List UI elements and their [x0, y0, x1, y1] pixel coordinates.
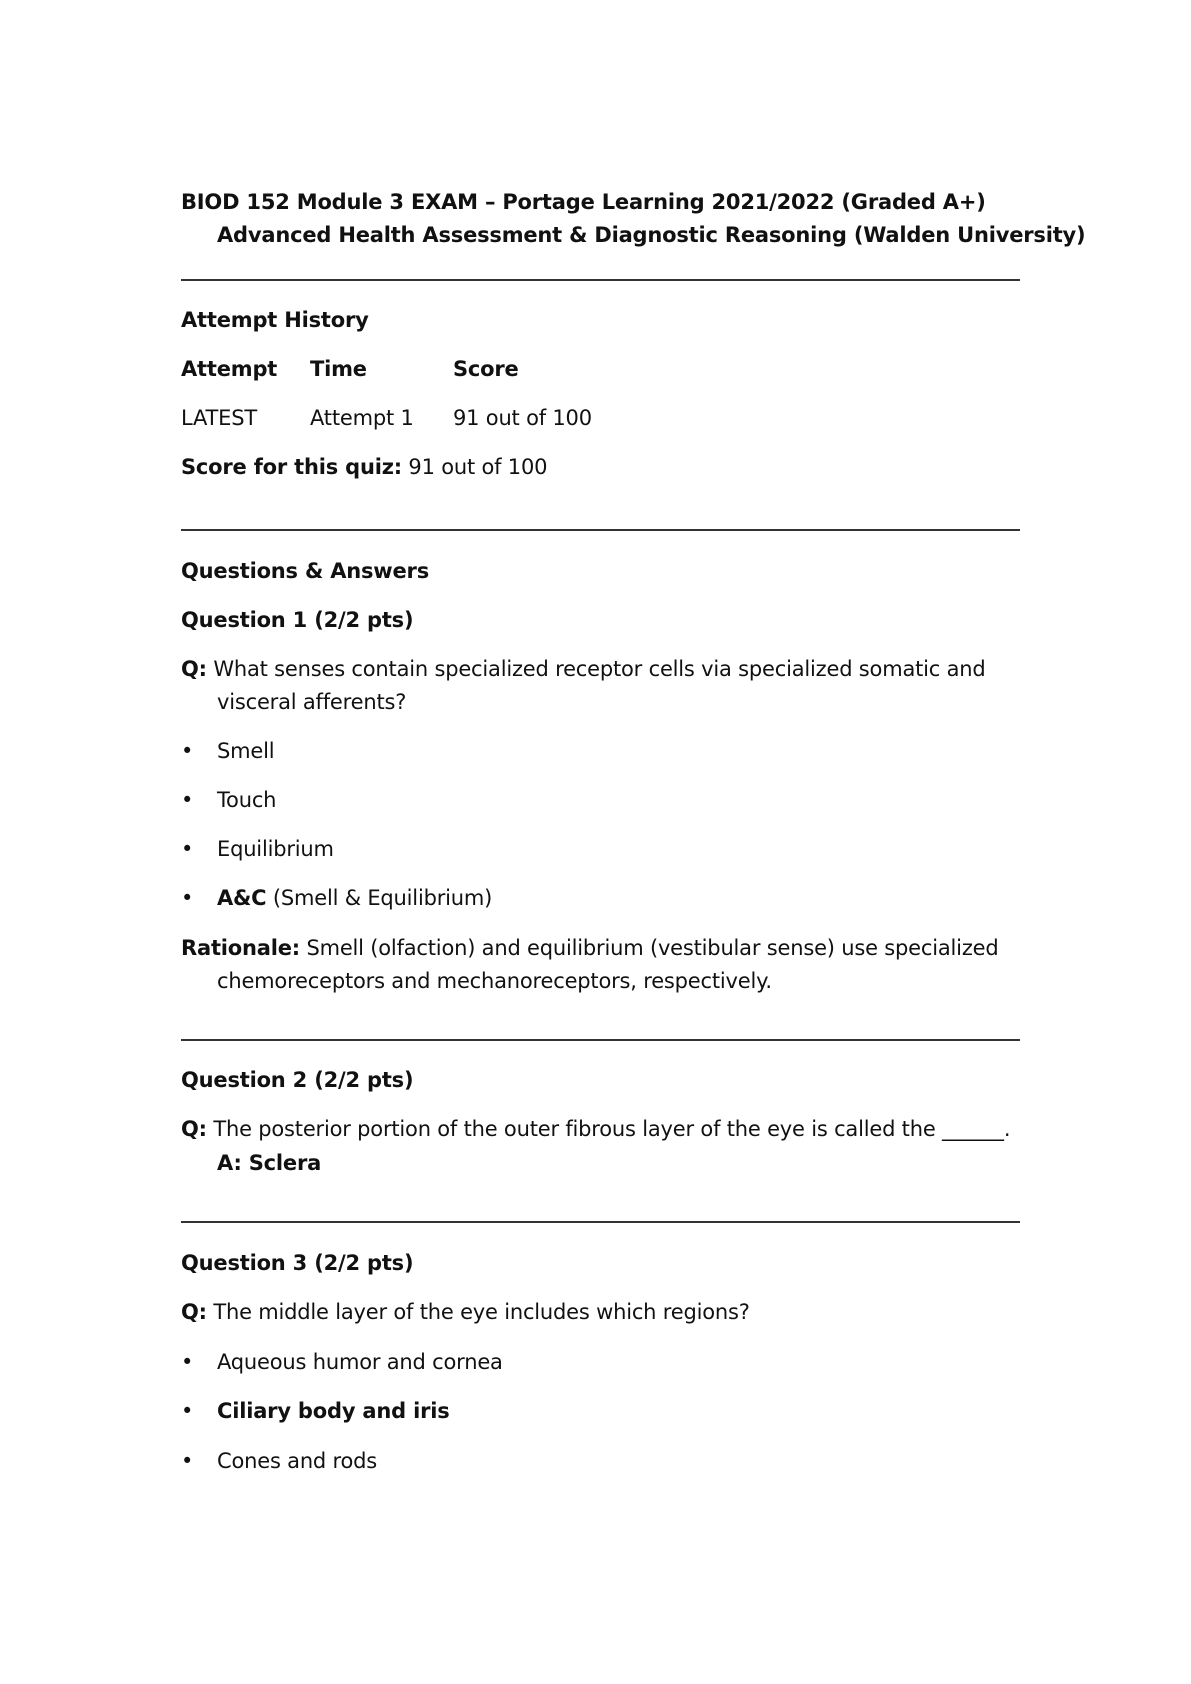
rationale: [181, 936, 999, 960]
q-label: Q:: [181, 1300, 207, 1324]
divider: [181, 1221, 1020, 1223]
divider: [181, 529, 1020, 531]
column-header-attempt: Attempt: [181, 357, 278, 381]
divider: [181, 279, 1020, 281]
qa-heading: Questions & Answers: [181, 559, 429, 583]
question-1-text: [181, 657, 986, 681]
column-header-score: Score: [453, 357, 519, 381]
time-cell: Attempt 1: [310, 406, 414, 430]
document-title: BIOD 152 Module 3 EXAM – Portage Learning 2021/2022 (Graded A+): [181, 190, 986, 214]
question-2-text: [181, 1117, 1010, 1141]
bullet-icon: •: [181, 886, 194, 910]
bullet-icon: •: [181, 1449, 194, 1473]
bullet-icon: •: [181, 788, 194, 812]
score-cell: 91 out of 100: [453, 406, 592, 430]
option-text: Smell: [217, 739, 275, 763]
option-text: Cones and rods: [217, 1449, 378, 1473]
question-1-title: Question 1 (2/2 pts): [181, 608, 414, 632]
attempt-cell: LATEST: [181, 406, 257, 430]
option-text: Touch: [217, 788, 277, 812]
option-text: Equilibrium: [217, 837, 334, 861]
correct-option-text: [217, 886, 492, 910]
correct-option-detail: (Smell & Equilibrium): [266, 886, 493, 910]
question-2-answer: A: Sclera: [217, 1151, 322, 1175]
quiz-score-label: Score for this quiz:: [181, 455, 402, 479]
quiz-score-value: 91 out of 100: [401, 455, 548, 479]
divider: [181, 1039, 1020, 1041]
rationale-label: Rationale:: [181, 936, 300, 960]
bullet-icon: •: [181, 837, 194, 861]
q-label: Q:: [181, 657, 207, 681]
bullet-icon: •: [181, 1350, 194, 1374]
quiz-score: [181, 455, 547, 479]
bullet-icon: •: [181, 739, 194, 763]
option-text: Aqueous humor and cornea: [217, 1350, 503, 1374]
attempt-history-heading: Attempt History: [181, 308, 369, 332]
q-text-line-1: What senses contain specialized receptor cells via specialized somatic and: [206, 657, 986, 681]
document-subtitle: Advanced Health Assessment & Diagnostic Reasoning (Walden University): [217, 223, 1086, 247]
q-text: The posterior portion of the outer fibrous layer of the eye is called the ______.: [206, 1117, 1011, 1141]
q-label: Q:: [181, 1117, 207, 1141]
question-2-title: Question 2 (2/2 pts): [181, 1068, 414, 1092]
rationale-line-1: Smell (olfaction) and equilibrium (vestibular sense) use specialized: [299, 936, 999, 960]
q-text-line-2: visceral afferents?: [217, 690, 407, 714]
question-3-text: [181, 1300, 750, 1324]
column-header-time: Time: [310, 357, 367, 381]
correct-option-text: Ciliary body and iris: [217, 1399, 450, 1423]
q-text: The middle layer of the eye includes which regions?: [206, 1300, 750, 1324]
correct-option-label: A&C: [217, 886, 267, 910]
bullet-icon: •: [181, 1399, 194, 1423]
rationale-line-2: chemoreceptors and mechanoreceptors, respectively.: [217, 969, 772, 993]
question-3-title: Question 3 (2/2 pts): [181, 1251, 414, 1275]
